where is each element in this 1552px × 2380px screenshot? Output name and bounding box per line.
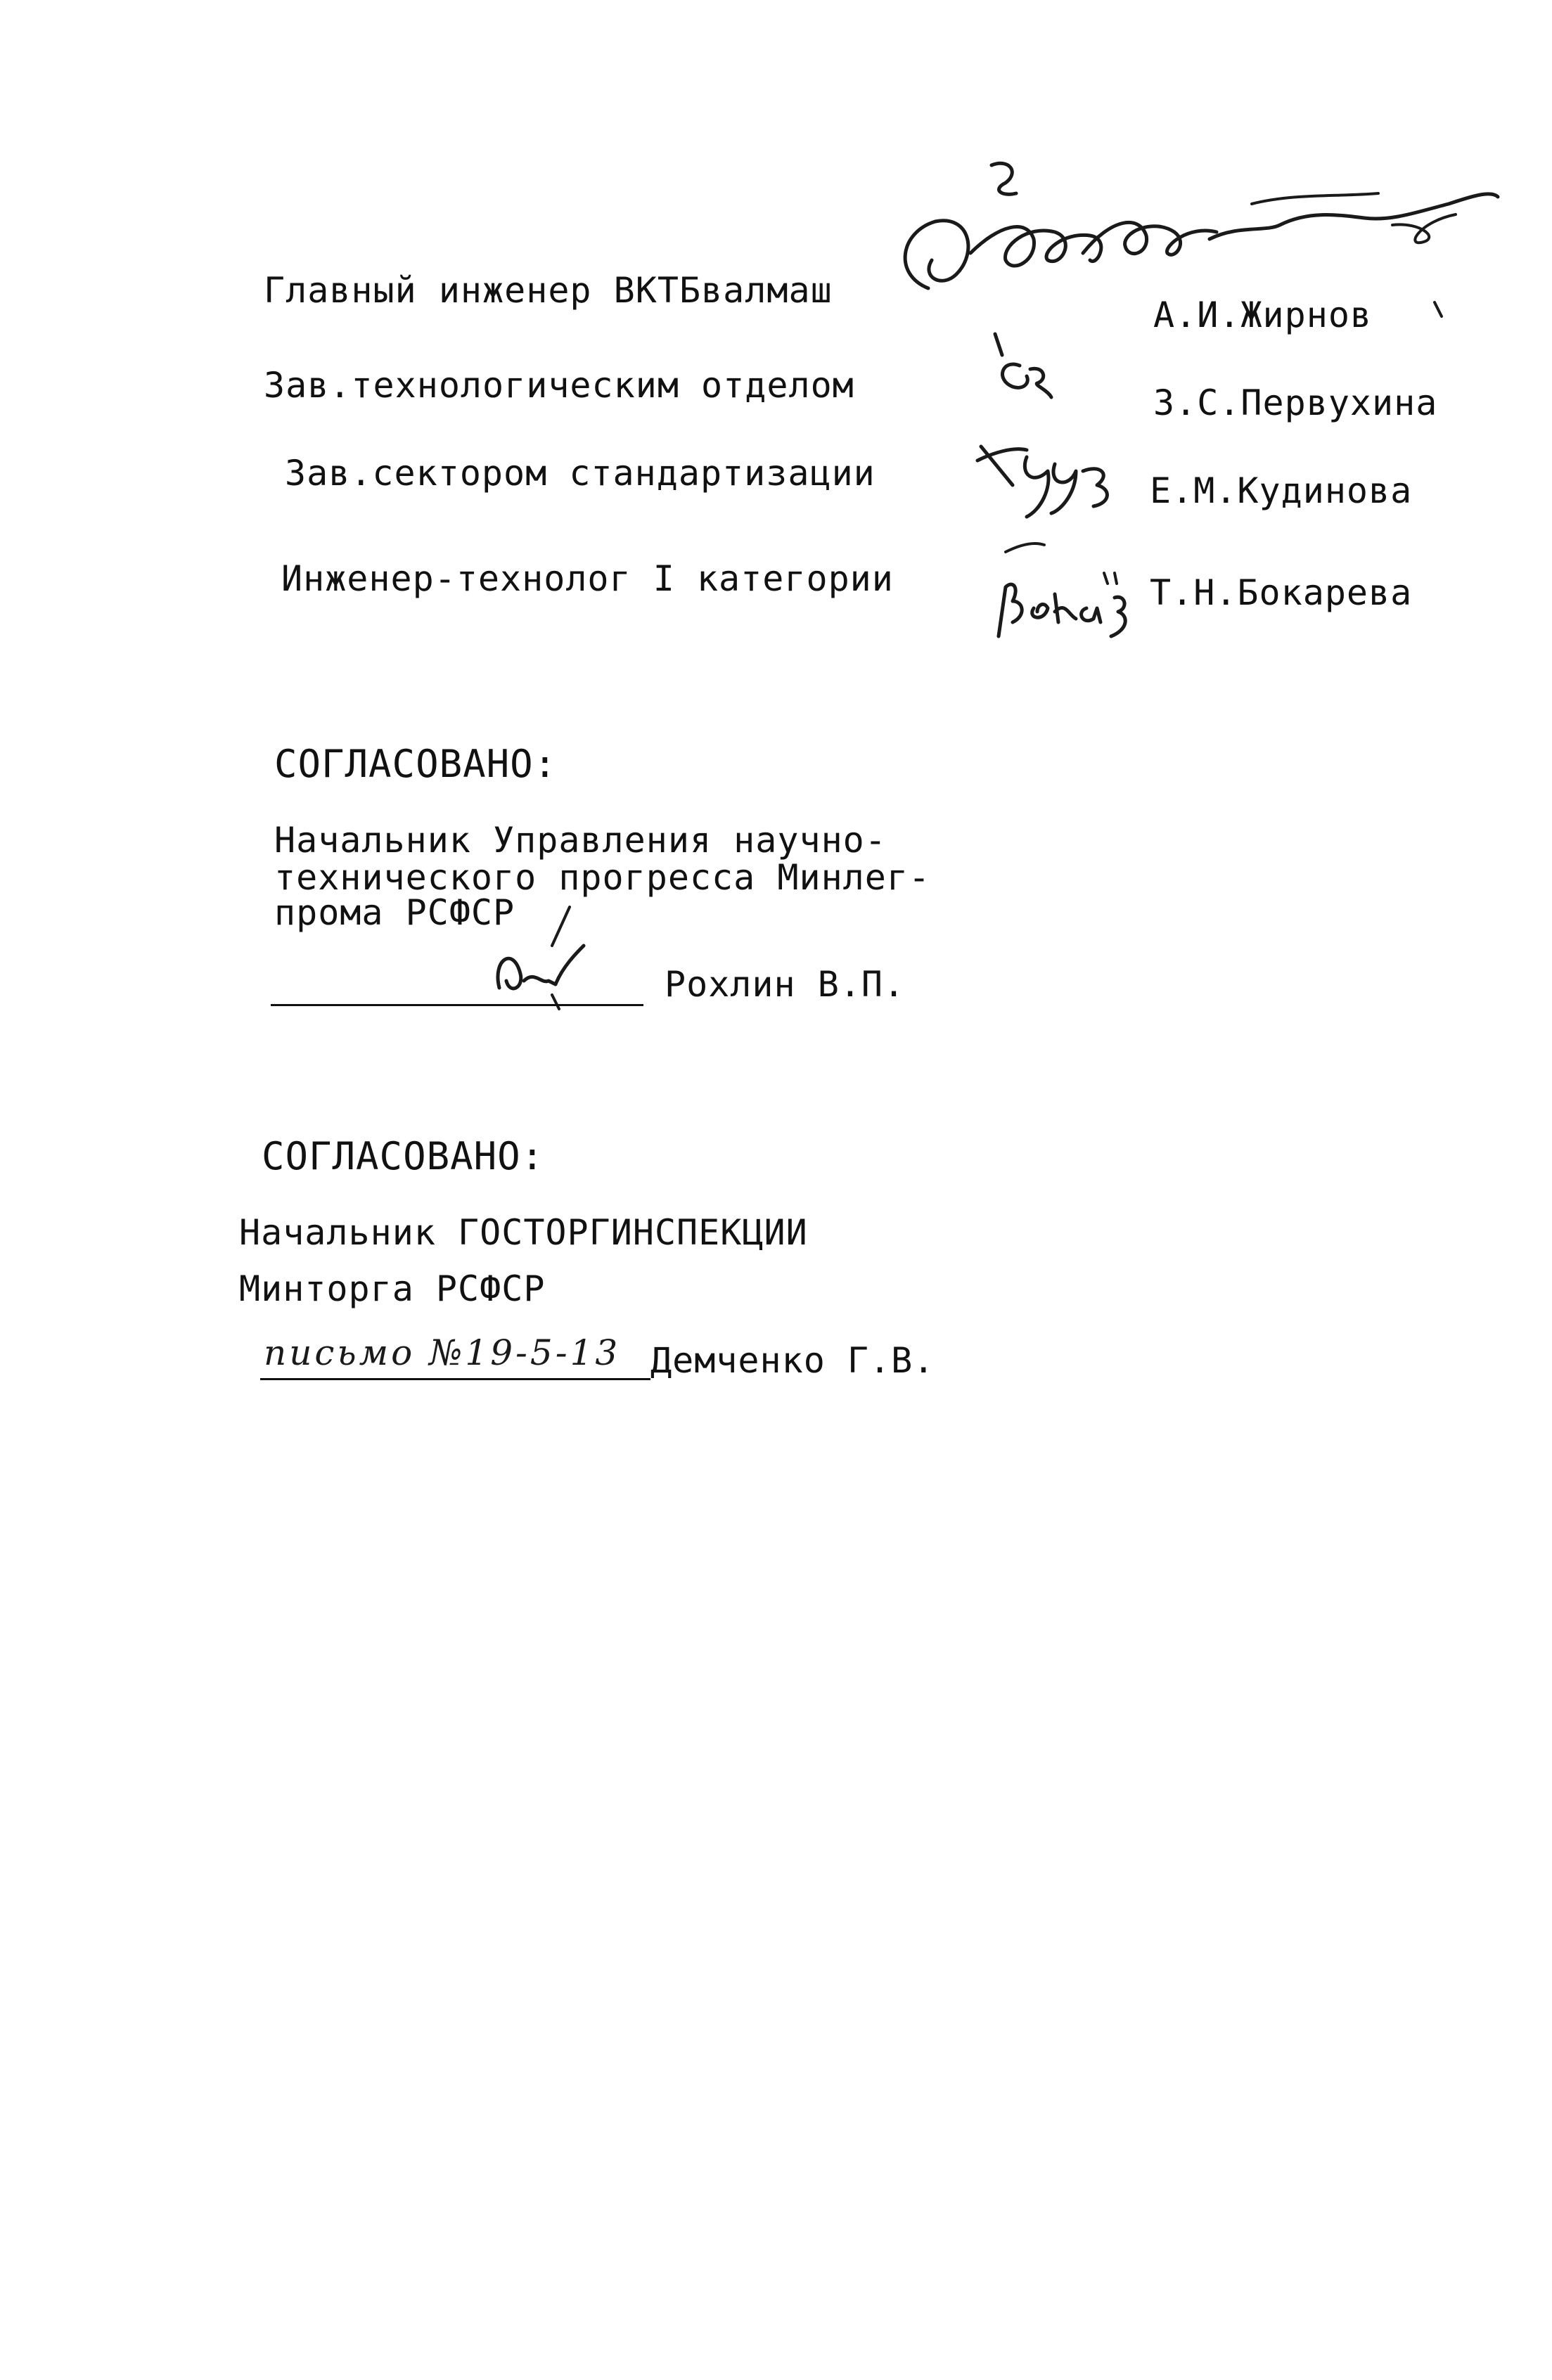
signatory-name-1: А.И.Жирнов — [1153, 295, 1373, 335]
signatory-position-3: Зав.сектором стандартизации — [285, 453, 876, 494]
signature-pervukhina — [981, 327, 1079, 411]
signatory-name-2: З.С.Первухина — [1153, 382, 1438, 423]
approval-2-line-2: Минторга РСФСР — [239, 1268, 546, 1309]
approval-2-handwritten-note: письмо №19-5-13 — [264, 1332, 621, 1373]
signatory-name-4: Т.Н.Бокарева — [1150, 572, 1413, 613]
signatory-name-3: Е.М.Кудинова — [1150, 470, 1413, 511]
approval-2-name: Демченко Г.В. — [650, 1340, 935, 1381]
signature-zhirnov — [886, 155, 1505, 323]
signature-rokhlin — [485, 903, 605, 1016]
approval-2-heading: СОГЛАСОВАНО: — [262, 1134, 545, 1178]
signature-line-1 — [271, 1004, 643, 1006]
signature-kudinova — [970, 432, 1139, 531]
approval-1-line-3: прома РСФСР — [274, 892, 515, 933]
signatory-position-2: Зав.технологическим отделом — [264, 365, 854, 406]
signature-bokareva — [985, 531, 1153, 650]
signature-line-2 — [260, 1378, 650, 1380]
approval-1-name: Рохлин В.П. — [665, 964, 906, 1005]
signatory-position-4: Инженер-технолог I категории — [281, 558, 894, 599]
approval-1-line-2: технического прогресса Минлег- — [274, 857, 931, 898]
approval-1-line-1: Начальник Управления научно- — [274, 820, 887, 861]
approval-2-line-1: Начальник ГОСТОРГИНСПЕКЦИИ — [239, 1212, 808, 1253]
signatory-position-1: Главный инженер ВКТБвалмаш — [264, 270, 833, 311]
approval-1-heading: СОГЛАСОВАНО: — [274, 742, 558, 786]
